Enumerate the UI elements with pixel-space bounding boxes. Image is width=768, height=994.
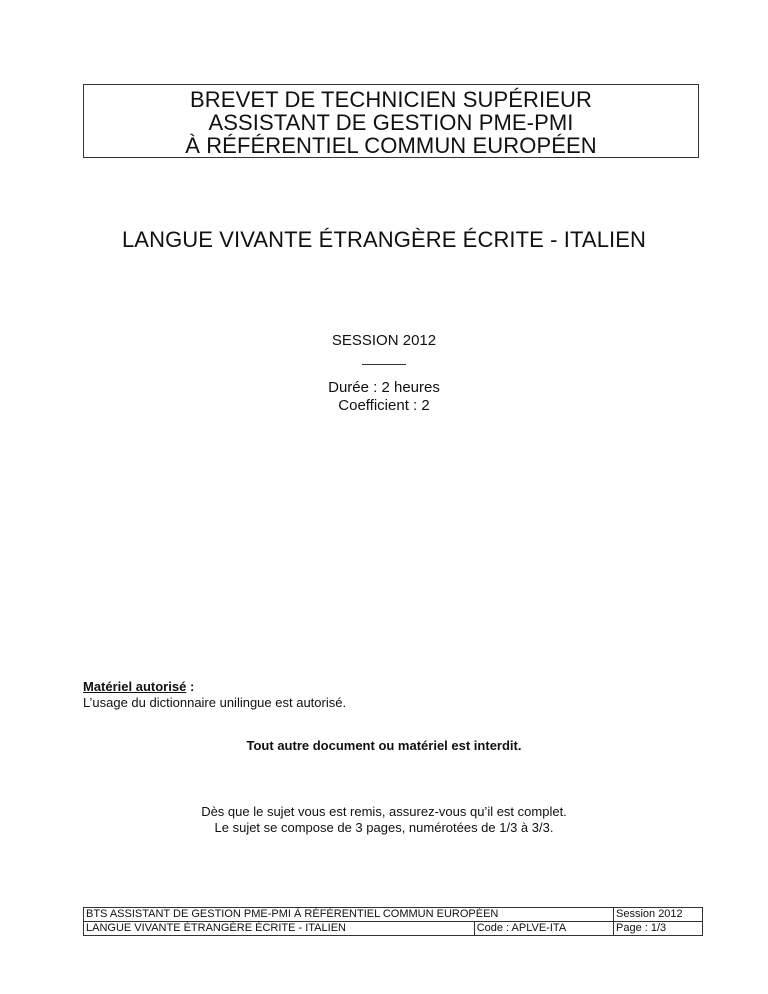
exam-title-line-2: ASSISTANT DE GESTION PME-PMI [208, 110, 574, 135]
session-label: SESSION 2012 [331, 332, 437, 349]
session-divider [362, 364, 406, 365]
footer-row-1 [84, 908, 703, 922]
footer-code: Code : APLVE-ITA [474, 922, 613, 936]
footer-session: Session 2012 [614, 908, 703, 922]
exam-coefficient: Coefficient : 2 [338, 397, 430, 414]
page-footer-table [83, 907, 703, 936]
authorized-materials-heading-colon: : [186, 679, 195, 694]
authorized-materials-heading-text: Matériel autorisé [83, 679, 187, 694]
instruction-line-1: Dès que le sujet vous est remis, assurez-vous qu’il est complet. [201, 804, 567, 819]
footer-exam-title: BTS ASSISTANT DE GESTION PME-PMI À RÉFÉRENTIEL COMMUN EUROPÉEN [84, 908, 614, 922]
exam-title-box [83, 84, 699, 158]
authorized-materials-text: L’usage du dictionnaire unilingue est autorisé. [83, 695, 347, 710]
exam-duration: Durée : 2 heures [328, 379, 440, 396]
exam-title-line-1: BREVET DE TECHNICIEN SUPÉRIEUR [190, 87, 592, 112]
footer-page-number: Page : 1/3 [614, 922, 703, 936]
authorized-materials-heading [83, 679, 346, 695]
instructions [0, 804, 768, 836]
authorized-materials [83, 679, 346, 711]
footer-row-2 [84, 922, 703, 936]
forbidden-notice: Tout autre document ou matériel est interdit. [246, 738, 522, 753]
instruction-line-2: Le sujet se compose de 3 pages, numérotées de 1/3 à 3/3. [214, 820, 554, 835]
footer-subject: LANGUE VIVANTE ÉTRANGÈRE ÉCRITE - ITALIEN [84, 922, 475, 936]
session-info [0, 332, 768, 415]
exam-title-line-3: À RÉFÉRENTIEL COMMUN EUROPÉEN [185, 133, 597, 158]
exam-subject: LANGUE VIVANTE ÉTRANGÈRE ÉCRITE - ITALIEN [121, 227, 647, 252]
